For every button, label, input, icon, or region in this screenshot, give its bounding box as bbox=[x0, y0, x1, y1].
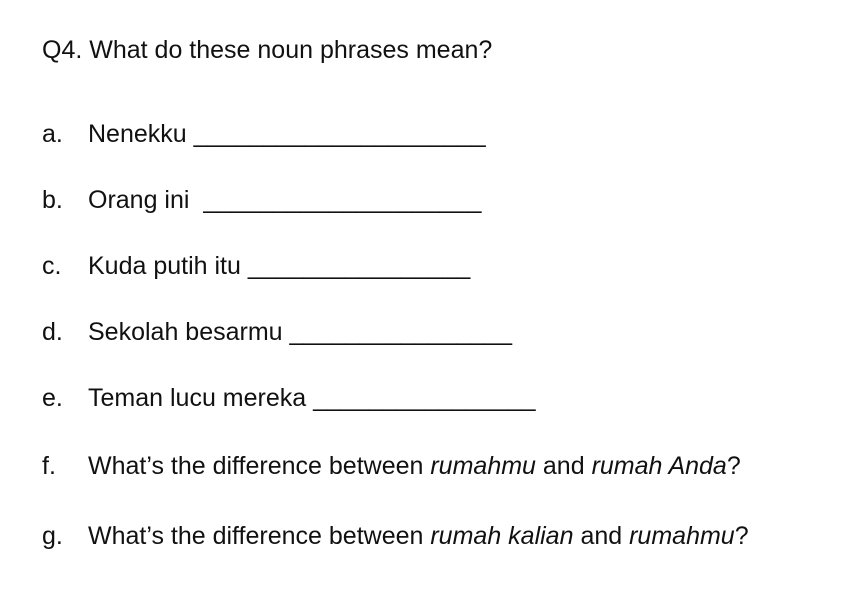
list-item bbox=[42, 316, 512, 348]
answer-blank[interactable]: _____________________ bbox=[193, 120, 486, 148]
italic-term: rumah Anda bbox=[591, 452, 727, 480]
list-item bbox=[42, 250, 470, 282]
noun-phrase: Nenekku bbox=[88, 120, 187, 148]
item-marker: f. bbox=[42, 452, 56, 480]
item-marker: c. bbox=[42, 252, 62, 280]
list-item bbox=[42, 382, 536, 414]
answer-blank[interactable]: ________________ bbox=[289, 318, 512, 346]
italic-term: rumahmu bbox=[629, 522, 735, 550]
list-item bbox=[42, 184, 481, 216]
answer-blank[interactable]: ____________________ bbox=[203, 186, 482, 214]
list-item bbox=[42, 520, 749, 552]
italic-term: rumah kalian bbox=[430, 522, 574, 550]
noun-phrase: Kuda putih itu bbox=[88, 252, 241, 280]
question-connector: and bbox=[535, 452, 592, 480]
item-marker: d. bbox=[42, 318, 63, 346]
list-item bbox=[42, 118, 486, 150]
italic-term: rumahmu bbox=[430, 452, 536, 480]
answer-blank[interactable]: ________________ bbox=[247, 252, 471, 280]
item-marker: g. bbox=[42, 522, 63, 550]
question-suffix: ? bbox=[726, 452, 741, 480]
noun-phrase: Orang ini bbox=[88, 186, 190, 214]
question-connector: and bbox=[573, 522, 630, 550]
list-item bbox=[42, 450, 741, 482]
noun-phrase: Sekolah besarmu bbox=[88, 318, 283, 346]
question-prefix: What’s the difference between bbox=[88, 522, 431, 550]
noun-phrase: Teman lucu mereka bbox=[88, 384, 307, 412]
item-marker: e. bbox=[42, 384, 63, 412]
item-marker: a. bbox=[42, 120, 63, 148]
answer-blank[interactable]: ________________ bbox=[313, 384, 536, 412]
question-suffix: ? bbox=[734, 522, 749, 550]
item-marker: b. bbox=[42, 186, 63, 214]
question-prefix: What’s the difference between bbox=[88, 452, 431, 480]
question-title: Q4. What do these noun phrases mean? bbox=[42, 36, 493, 64]
